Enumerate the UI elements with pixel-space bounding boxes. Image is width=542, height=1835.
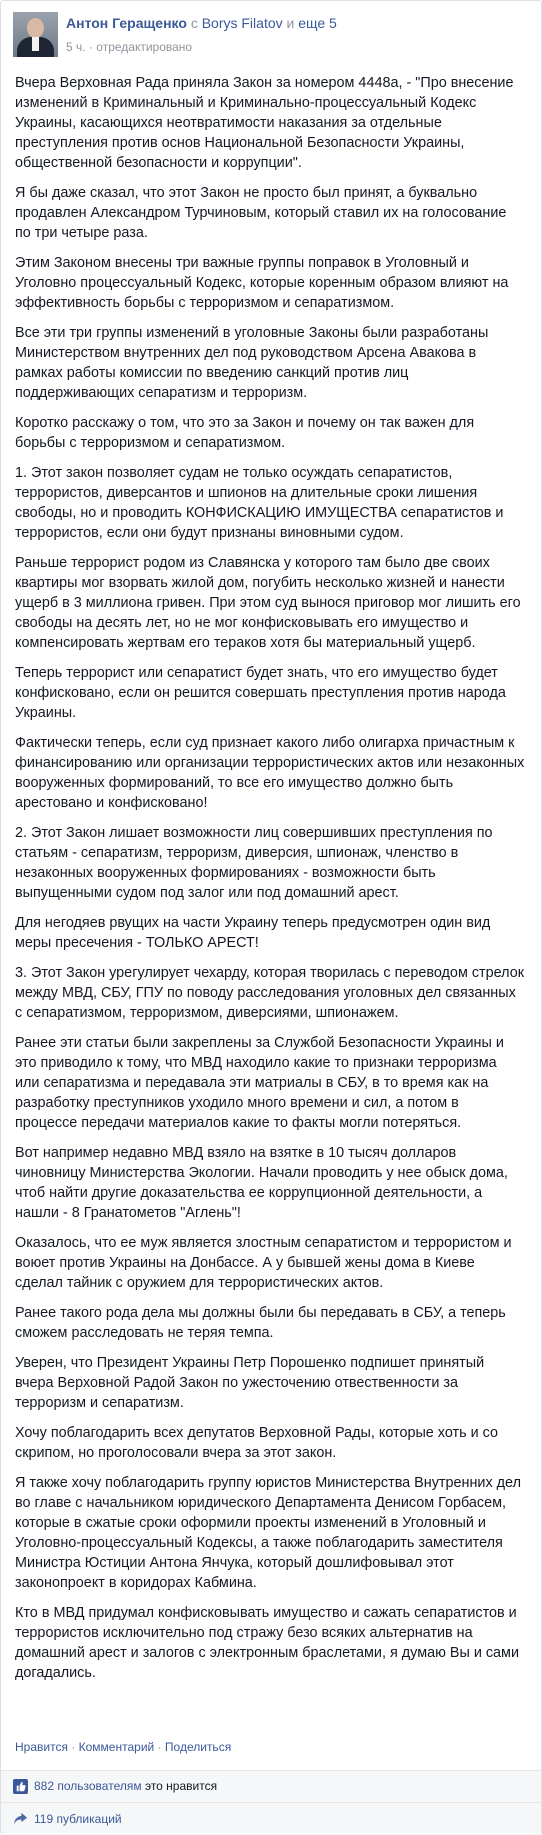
post-paragraph: 2. Этот Закон лишает возможности лиц совершивших преступления по статьям - сепаратизм, терроризм, диверсия, шпионаж, членство в незаконных вооруженных формированиях - возможности быть выпущенными судом под залог или под домашний арест. (15, 825, 493, 901)
author-avatar[interactable] (13, 12, 58, 57)
likes-summary (1, 1770, 541, 1802)
tagged-person-link[interactable]: Borys Filatov (201, 15, 283, 31)
likes-suffix: это нравится (144, 1779, 218, 1793)
author-name-link[interactable]: Антон Геращенко (66, 15, 187, 31)
post-paragraph: Я бы даже сказал, что этот Закон не просто был принят, а буквально продавлен Александром Турчиновым, который ставил их на голосование по три четыре раза. (15, 185, 507, 241)
post-body (15, 73, 525, 1693)
post-paragraph: Все эти три группы изменений в уголовные Законы были разработаны Министерством внутренних дел под руководством Арсена Авакова в рамках работы комиссии по введению санкций против лиц поддерживающих сепаратизм и терроризм. (15, 325, 489, 401)
with-word: с (190, 15, 198, 31)
post-paragraph: Вчера Верховная Рада приняла Закон за номером 4448а, - "Про внесение изменений в Криминальный и Криминально-процессуальный Кодекс Украины, касающихся неотвратимости наказания за отдельные преступления против основ Национальной Безопасности Украины, общественной безопасности и коррупции". (15, 75, 514, 171)
comment-link[interactable]: Комментарий (78, 1740, 155, 1754)
post-paragraph: 3. Этот Закон урегулирует чехарду, которая творилась с переводом стрелок между МВД, СБУ, ГПУ по поводу расследования уголовных дел связанных с сепаратизмом, терроризмом, диверсиями, шпионажем. (15, 965, 525, 1021)
post-paragraph: Для негодяев рвущих на части Украину теперь предусмотрен один вид меры пресечения - ТОЛЬКО АРЕСТ! (15, 915, 491, 951)
share-icon (13, 1812, 28, 1826)
tagged-others-link[interactable]: еще 5 (298, 15, 337, 31)
post-paragraph: Оказалось, что ее муж является злостным сепаратистом и террористом и воюет против Украины на Донбассе. А у бывшей жены дома в Киеве сделал тайник с оружием для террористических актов. (15, 1235, 512, 1291)
and-word: и (286, 15, 295, 31)
post-time-link[interactable]: 5 ч. (66, 40, 86, 54)
meta-separator: · (88, 40, 93, 54)
post-header (13, 12, 523, 57)
action-dot: · (71, 1740, 76, 1754)
thumbs-up-icon (13, 1779, 28, 1794)
action-dot: · (157, 1740, 162, 1754)
post-paragraph: Этим Законом внесены три важные группы поправок в Уголовный и Уголовно процессуальный Кодекс, которые коренным образом влияют на эффективность борьбы с терроризмом и сепаратизмом. (15, 255, 509, 311)
edited-label[interactable]: отредактировано (96, 40, 193, 54)
post-paragraph: Уверен, что Президент Украины Петр Порошенко подпишет принятый вчера Верховной Радой Закон по ужесточению отвественности за терроризм и сепаратизм. (15, 1355, 485, 1411)
post-paragraph: Фактически теперь, если суд признает какого либо олигарха причастным к финансированию или организации террористических актов или незаконных вооруженных формирований, то все его имущество должно быть арестовано и конфисковано! (15, 735, 525, 811)
post-paragraph: Коротко расскажу о том, что это за Закон и почему он так важен для борьбы с терроризмом и сепаратизмом. (15, 415, 475, 451)
post-paragraph: Вот например недавно МВД взяло на взятке в 10 тысяч долларов чиновницу Министерства Экологии. Начали проводить у нее обыск дома, чтоб найти другие доказательства ее коррупционной деятельности, а нашли - 8 Гранатометов "Аглень"! (15, 1145, 508, 1221)
post-paragraph: Раньше террорист родом из Славянска у которого там было две своих квартиры мог взорвать жилой дом, погубить несколько жизней и нанести ущерб в 3 миллиона гривен. При этом суд вынося приговор мог лишить его свободы на десять лет, но не мог конфисковывать его имущество и компенсировать жертвам его тераков хотя бы материальный ущерб. (15, 555, 521, 651)
share-link[interactable]: Поделиться (164, 1740, 232, 1754)
like-link[interactable]: Нравится (15, 1740, 68, 1754)
post-paragraph: Ранее эти статьи были закреплены за Службой Безопасности Украины и это приводило к тому, что МВД находило какие то признаки терроризма или сепаратизма и передавала эти матриалы в СБУ, в то время как на разработку преступников уходило много времени и сил, а потом в процессе передачи материалов какие то факты могли потеряться. (15, 1035, 504, 1131)
likes-count-link[interactable]: 882 пользователям (34, 1779, 142, 1793)
post-paragraph: 1. Этот закон позволяет судам не только осуждать сепаратистов, террористов, диверсантов и шпионов на длительные сроки лишения свободы, но и проводить КОНФИСКАЦИЮ ИМУЩЕСТВА сепаратистов и террористов, если они будут признаны виновными судом. (15, 465, 504, 541)
post-actions (15, 1740, 231, 1754)
post-paragraph: Хочу поблагодарить всех депутатов Верховной Рады, которые хоть и со скрипом, но проголосовали вчера за этот закон. (15, 1425, 498, 1461)
shares-summary (1, 1802, 541, 1835)
post-author-line (66, 15, 337, 31)
post-paragraph: Ранее такого рода дела мы должны были бы передавать в СБУ, а теперь сможем расследовать не теряя темпа. (15, 1305, 506, 1341)
post-paragraph: Кто в МВД придумал конфисковывать имущество и сажать сепаратистов и террористов исключительно под стражу безо всяких альтернатив на домашний арест и залогов с электронным браслетами, я думаю Вы и сами догадались. (15, 1605, 519, 1681)
post-paragraph: Я также хочу поблагодарить группу юристов Министерства Внутренних дел во главе с начальником юридического Департамента Денисом Горбасем, которые в сжатые сроки оформили проекты изменений в Уголовный и Уголовно-процессуальный Кодексы, а также поблагодарить заместителя Министра Юстиции Антона Янчука, который дошлифовывал этот законопроект в коридорах Кабмина. (15, 1475, 521, 1591)
post-paragraph: Теперь террорист или сепаратист будет знать, что его имущество будет конфисковано, если он решится совершать преступления против народа Украины. (15, 665, 506, 721)
shares-count-link[interactable]: 119 публикаций (34, 1812, 122, 1826)
post-meta (66, 40, 192, 54)
